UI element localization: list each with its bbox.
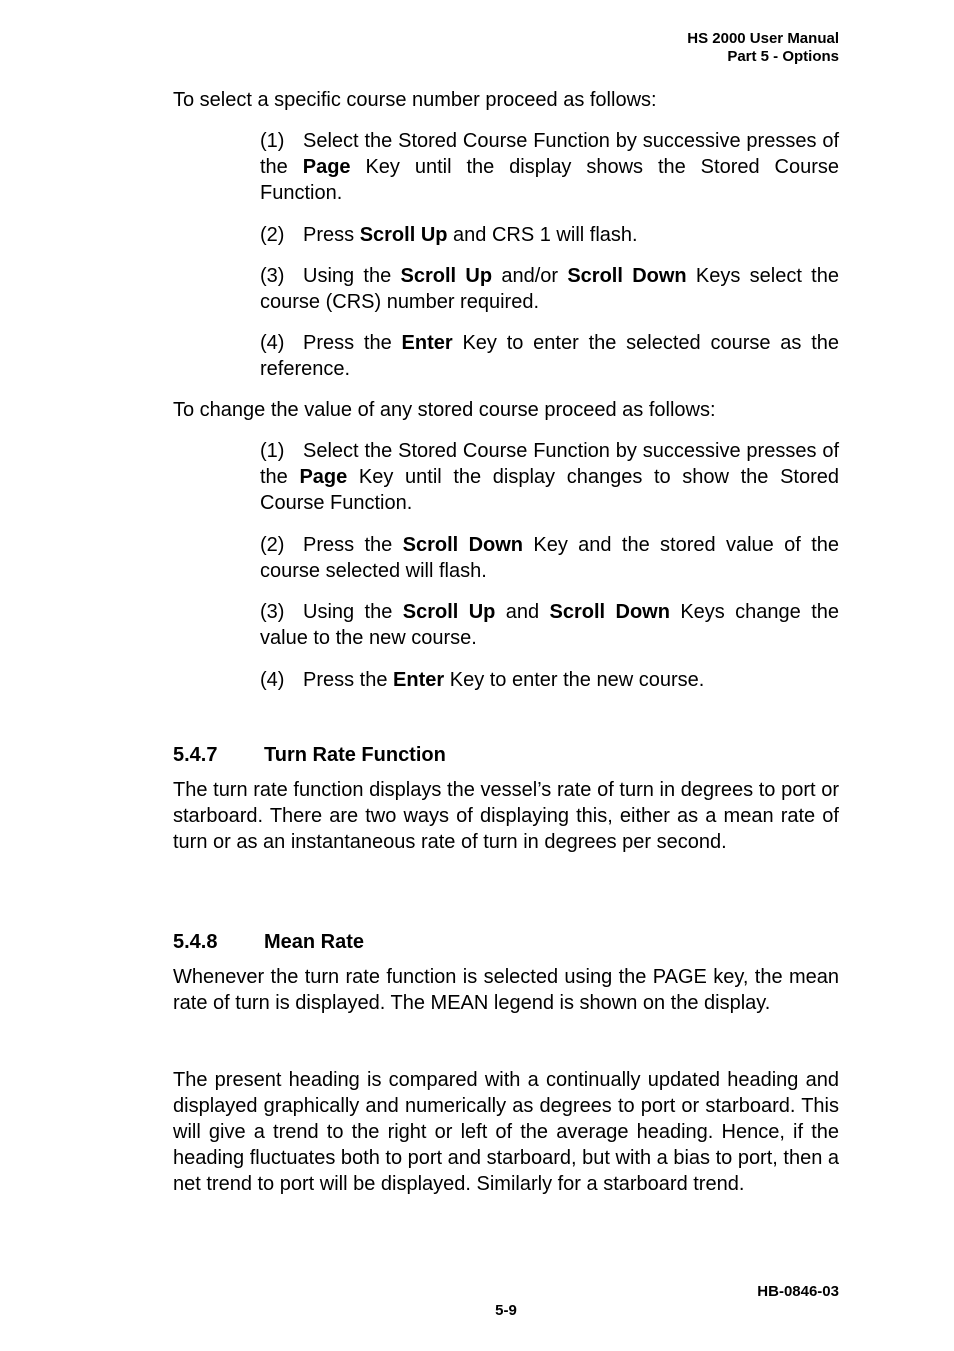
page-number: 5-9: [495, 1302, 517, 1319]
section-number: 5.4.7: [173, 744, 218, 766]
intro-change-course: To change the value of any stored course proceed as follows:: [173, 399, 716, 421]
section-title: Turn Rate Function: [264, 744, 446, 766]
mean-rate-body-2: The present heading is compared with a continually updated heading and displayed graphically and numerically as degrees to port or starboard. This will give a trend to the right or left of the average heading. Hence, if the heading fluctuates both to port and starboard, but with a bias to port, then a net trend to port will be displayed. Similarly for a starboard trend.: [173, 1069, 839, 1195]
step-number: (3): [260, 265, 285, 287]
key-name: Enter: [393, 669, 445, 691]
manual-title: HS 2000 User Manual: [687, 30, 839, 47]
key-name: Page: [299, 466, 348, 488]
step-number: (4): [260, 669, 285, 691]
step-number: (2): [260, 534, 285, 556]
step-number: (3): [260, 601, 285, 623]
key-name: Enter: [401, 332, 453, 354]
intro-select-course: To select a specific course number proceed as follows:: [173, 89, 657, 111]
key-name: Scroll Up: [400, 265, 493, 287]
section-heading-turn-rate: [173, 742, 446, 768]
select-step-3: (3) Using the Scroll Up and/or Scroll Down Keys select the course (CRS) number required.: [260, 265, 839, 313]
change-step-1: (1) Select the Stored Course Function by successive presses of the Page Key until the display changes to show the Stored Course Function.: [260, 440, 840, 514]
key-name: Scroll Up: [402, 601, 496, 623]
change-step-4: (4) Press the Enter Key to enter the new course.: [260, 669, 705, 691]
select-step-4: (4) Press the Enter Key to enter the selected course as the reference.: [260, 332, 840, 380]
step-number: (4): [260, 332, 285, 354]
key-name: Scroll Up: [359, 224, 448, 246]
step-number: (1): [260, 130, 285, 152]
change-step-2: (2) Press the Scroll Down Key and the stored value of the course selected will flash.: [260, 534, 839, 582]
step-number: (1): [260, 440, 285, 462]
document-code: HB-0846-03: [757, 1283, 839, 1300]
change-step-3: (3) Using the Scroll Up and Scroll Down Keys change the value to the new course.: [260, 601, 839, 649]
key-name: Scroll Down: [402, 534, 524, 556]
section-title: Mean Rate: [264, 931, 365, 953]
section-heading-mean-rate: [173, 929, 364, 955]
select-step-1: (1) Select the Stored Course Function by successive presses of the Page Key until the display shows the Stored Course Function.: [260, 130, 840, 204]
part-title: Part 5 - Options: [727, 48, 839, 65]
key-name: Page: [302, 156, 351, 178]
mean-rate-body-1: Whenever the turn rate function is selected using the PAGE key, the mean rate of turn is displayed. The MEAN legend is shown on the display.: [173, 966, 839, 1014]
key-name: Scroll Down: [567, 265, 687, 287]
page-header: [687, 30, 839, 66]
turn-rate-body: The turn rate function displays the vessel’s rate of turn in degrees to port or starboard. There are two ways of displaying this, either as a mean rate of turn or as an instantaneous rate of turn in degrees per second.: [173, 779, 839, 853]
key-name: Scroll Down: [549, 601, 670, 623]
select-step-2: (2) Press Scroll Up and CRS 1 will flash.: [260, 224, 638, 246]
step-number: (2): [260, 224, 285, 246]
section-number: 5.4.8: [173, 931, 218, 953]
